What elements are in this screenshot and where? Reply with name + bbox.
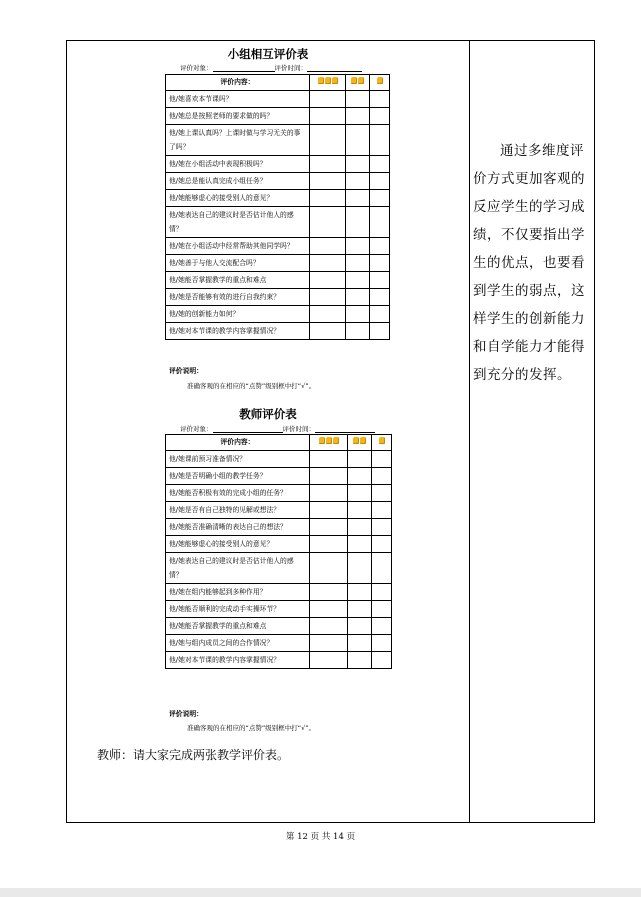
table-row xyxy=(166,601,392,618)
evaluation-item: 他/她是否有自己独特的见解或想法？ xyxy=(166,502,310,519)
rating-cell-1[interactable] xyxy=(370,255,390,272)
thumbs-up-icon xyxy=(332,77,338,84)
teacher-note-text: 准确客观的在相应的“点赞”级别框中打“√”。 xyxy=(187,724,316,732)
evaluation-item: 他/她与组内成员之间的合作情况？ xyxy=(166,635,310,652)
evaluation-item: 他/她能否掌握教学的重点和难点 xyxy=(166,272,310,289)
rating-cell-1[interactable] xyxy=(370,173,390,190)
thumbs-up-icon xyxy=(353,437,359,444)
table-row xyxy=(166,553,392,584)
thumbs-up-icon xyxy=(318,77,324,84)
page-bottom-bar xyxy=(0,888,641,897)
evaluation-item: 他/她总是按照老师的要求做的吗？ xyxy=(166,108,310,125)
rating-cell-2[interactable] xyxy=(346,173,370,190)
rating-cell-3[interactable] xyxy=(310,536,348,553)
evaluation-item: 他/她在小组活动中经常帮助其他同学吗？ xyxy=(166,238,310,255)
content-header: 评价内容： xyxy=(166,435,310,451)
table-row xyxy=(166,289,390,306)
thumbs-up-icon xyxy=(377,77,383,84)
rating-cell-2[interactable] xyxy=(348,451,372,468)
rating-cell-3[interactable] xyxy=(310,238,346,255)
evaluation-item: 他/她能否顺利的完成动手实操环节？ xyxy=(166,601,310,618)
rating-cell-1[interactable] xyxy=(370,207,390,238)
table-row xyxy=(166,485,392,502)
rating-cell-1[interactable] xyxy=(370,272,390,289)
evaluation-item: 他/她能否掌握教学的重点和难点 xyxy=(166,618,310,635)
rating-cell-1[interactable] xyxy=(372,652,392,669)
page-footer: 第 12 页 共 14 页 xyxy=(285,832,356,842)
evaluation-item: 他/她喜欢本节课吗？ xyxy=(166,91,310,108)
rating-cell-3[interactable] xyxy=(310,306,346,323)
table-row xyxy=(166,238,390,255)
rating-cell-2[interactable] xyxy=(348,553,372,584)
rating-cell-3[interactable] xyxy=(310,601,348,618)
table-row xyxy=(166,584,392,601)
target-field[interactable] xyxy=(213,425,283,433)
table-row xyxy=(166,125,390,156)
column-divider xyxy=(469,41,470,822)
evaluation-item: 他/她是否明确小组的教学任务？ xyxy=(166,468,310,485)
rating-cell-1[interactable] xyxy=(370,108,390,125)
rating-cell-3[interactable] xyxy=(310,652,348,669)
table-row xyxy=(166,635,392,652)
thumbs-up-icon xyxy=(325,77,331,84)
side-note xyxy=(473,137,591,389)
rating-cell-3[interactable] xyxy=(310,207,346,238)
peer-evaluation-table xyxy=(165,74,390,340)
evaluation-item: 他/她在组内能够起到多种作用？ xyxy=(166,584,310,601)
one-thumb-header xyxy=(372,435,392,451)
evaluation-item: 他/她对本节课的教学内容掌握情况？ xyxy=(166,652,310,669)
rating-cell-2[interactable] xyxy=(346,289,370,306)
table-row xyxy=(166,536,392,553)
rating-cell-2[interactable] xyxy=(346,238,370,255)
time-label: 评价时间： xyxy=(274,64,307,72)
table-row xyxy=(166,519,392,536)
rating-cell-3[interactable] xyxy=(310,190,346,207)
rating-cell-1[interactable] xyxy=(370,289,390,306)
evaluation-item: 他/她总是能认真完成小组任务？ xyxy=(166,173,310,190)
rating-cell-1[interactable] xyxy=(372,618,392,635)
rating-cell-1[interactable] xyxy=(372,451,392,468)
evaluation-item: 他/她能否准确清晰的表达自己的想法？ xyxy=(166,519,310,536)
thumbs-up-icon xyxy=(333,437,339,444)
target-label: 评价对象： xyxy=(180,425,213,433)
rating-cell-2[interactable] xyxy=(348,584,372,601)
table-row xyxy=(166,255,390,272)
rating-cell-1[interactable] xyxy=(372,601,392,618)
teacher-evaluation-title: 教师评价表 xyxy=(239,407,297,421)
rating-cell-2[interactable] xyxy=(346,190,370,207)
rating-cell-2[interactable] xyxy=(348,652,372,669)
table-row xyxy=(166,156,390,173)
table-row xyxy=(166,91,390,108)
peer-evaluation-title: 小组相互评价表 xyxy=(227,47,309,61)
rating-cell-1[interactable] xyxy=(372,468,392,485)
peer-note-label: 评价说明： xyxy=(169,367,203,375)
lesson-plan-table xyxy=(66,40,595,823)
evaluation-item: 他/她课前预习准备情况？ xyxy=(166,451,310,468)
rating-cell-1[interactable] xyxy=(372,519,392,536)
rating-cell-3[interactable] xyxy=(310,502,348,519)
thumbs-up-icon xyxy=(358,77,364,84)
rating-cell-1[interactable] xyxy=(370,190,390,207)
rating-cell-3[interactable] xyxy=(310,125,346,156)
evaluation-item: 他/她善于与他人交流配合吗？ xyxy=(166,255,310,272)
three-thumbs-header xyxy=(310,435,348,451)
table-row xyxy=(166,306,390,323)
rating-cell-1[interactable] xyxy=(370,323,390,340)
teacher-evaluation-table xyxy=(165,434,392,669)
table-row xyxy=(166,468,392,485)
target-field[interactable] xyxy=(213,64,275,72)
peer-evaluation-meta xyxy=(180,63,362,72)
evaluation-item: 他/她对本节课的教学内容掌握情况？ xyxy=(166,323,310,340)
content-header: 评价内容： xyxy=(166,75,310,91)
table-row xyxy=(166,190,390,207)
rating-cell-3[interactable] xyxy=(310,272,346,289)
rating-cell-2[interactable] xyxy=(346,125,370,156)
rating-cell-1[interactable] xyxy=(370,91,390,108)
rating-cell-2[interactable] xyxy=(346,272,370,289)
rating-cell-3[interactable] xyxy=(310,289,346,306)
evaluation-item: 他/她在小组活动中表现积极吗？ xyxy=(166,156,310,173)
table-row xyxy=(166,272,390,289)
thumbs-up-icon xyxy=(360,437,366,444)
rating-cell-1[interactable] xyxy=(370,238,390,255)
rating-cell-3[interactable] xyxy=(310,255,346,272)
evaluation-item: 他/她能否积极有效的完成小组的任务？ xyxy=(166,485,310,502)
table-row xyxy=(166,207,390,238)
rating-cell-1[interactable] xyxy=(370,156,390,173)
evaluation-item: 他/她表达自己的建议时是否估计他人的感情？ xyxy=(166,553,310,584)
one-thumb-header xyxy=(370,75,390,91)
rating-cell-2[interactable] xyxy=(346,323,370,340)
evaluation-item: 他/她上课认真吗？上课时做与学习无关的事了吗？ xyxy=(166,125,310,156)
two-thumbs-header xyxy=(348,435,372,451)
rating-cell-3[interactable] xyxy=(310,553,348,584)
rating-cell-3[interactable] xyxy=(310,451,348,468)
rating-cell-2[interactable] xyxy=(346,91,370,108)
rating-cell-2[interactable] xyxy=(346,108,370,125)
table-header-row xyxy=(166,435,392,451)
rating-cell-2[interactable] xyxy=(348,502,372,519)
two-thumbs-header xyxy=(346,75,370,91)
evaluation-item: 他/她是否能够有效的进行自我约束？ xyxy=(166,289,310,306)
time-field[interactable] xyxy=(315,425,375,433)
rating-cell-3[interactable] xyxy=(310,635,348,652)
rating-cell-1[interactable] xyxy=(372,485,392,502)
rating-cell-2[interactable] xyxy=(346,156,370,173)
table-row xyxy=(166,323,390,340)
table-row xyxy=(166,173,390,190)
rating-cell-2[interactable] xyxy=(348,601,372,618)
rating-cell-1[interactable] xyxy=(370,306,390,323)
rating-cell-1[interactable] xyxy=(372,553,392,584)
rating-cell-2[interactable] xyxy=(348,618,372,635)
rating-cell-1[interactable] xyxy=(372,584,392,601)
table-row xyxy=(166,451,392,468)
rating-cell-3[interactable] xyxy=(310,468,348,485)
thumbs-up-icon xyxy=(379,437,385,444)
teacher-evaluation-meta xyxy=(180,424,375,433)
evaluation-item: 他/她能够虚心的接受别人的意见？ xyxy=(166,190,310,207)
peer-note-text: 准确客观的在相应的“点赞”级别框中打“√”。 xyxy=(187,382,316,390)
rating-cell-3[interactable] xyxy=(310,584,348,601)
rating-cell-2[interactable] xyxy=(346,306,370,323)
evaluation-item: 他/她能够虚心的接受别人的意见？ xyxy=(166,536,310,553)
rating-cell-3[interactable] xyxy=(310,485,348,502)
rating-cell-2[interactable] xyxy=(348,468,372,485)
table-header-row xyxy=(166,75,390,91)
rating-cell-2[interactable] xyxy=(348,635,372,652)
rating-cell-1[interactable] xyxy=(372,536,392,553)
evaluation-item: 他/她的创新能力如何？ xyxy=(166,306,310,323)
rating-cell-1[interactable] xyxy=(370,125,390,156)
rating-cell-3[interactable] xyxy=(310,618,348,635)
side-note-text: 通过多维度评价方式更加客观的反应学生的学习成绩，不仅要指出学生的优点，也要看到学生的弱点，这样学生的创新能力和自学能力才能得到充分的发挥。 xyxy=(473,143,585,383)
table-row xyxy=(166,652,392,669)
thumbs-up-icon xyxy=(351,77,357,84)
time-field[interactable] xyxy=(307,64,362,72)
rating-cell-2[interactable] xyxy=(346,255,370,272)
rating-cell-1[interactable] xyxy=(372,502,392,519)
rating-cell-3[interactable] xyxy=(310,156,346,173)
thumbs-up-icon xyxy=(319,437,325,444)
teacher-instruction: 教师：请大家完成两张教学评价表。 xyxy=(97,748,290,762)
rating-cell-3[interactable] xyxy=(310,173,346,190)
rating-cell-3[interactable] xyxy=(310,108,346,125)
rating-cell-2[interactable] xyxy=(348,485,372,502)
target-label: 评价对象： xyxy=(180,64,213,72)
thumbs-up-icon xyxy=(326,437,332,444)
teacher-note-label: 评价说明： xyxy=(169,710,203,718)
rating-cell-2[interactable] xyxy=(348,519,372,536)
rating-cell-3[interactable] xyxy=(310,91,346,108)
time-label: 评价时间： xyxy=(282,425,315,433)
rating-cell-2[interactable] xyxy=(348,536,372,553)
table-row xyxy=(166,108,390,125)
rating-cell-2[interactable] xyxy=(346,207,370,238)
rating-cell-3[interactable] xyxy=(310,323,346,340)
rating-cell-1[interactable] xyxy=(372,635,392,652)
evaluation-item: 他/她表达自己的建议时是否估计他人的感情？ xyxy=(166,207,310,238)
table-row xyxy=(166,502,392,519)
rating-cell-3[interactable] xyxy=(310,519,348,536)
three-thumbs-header xyxy=(310,75,346,91)
table-row xyxy=(166,618,392,635)
